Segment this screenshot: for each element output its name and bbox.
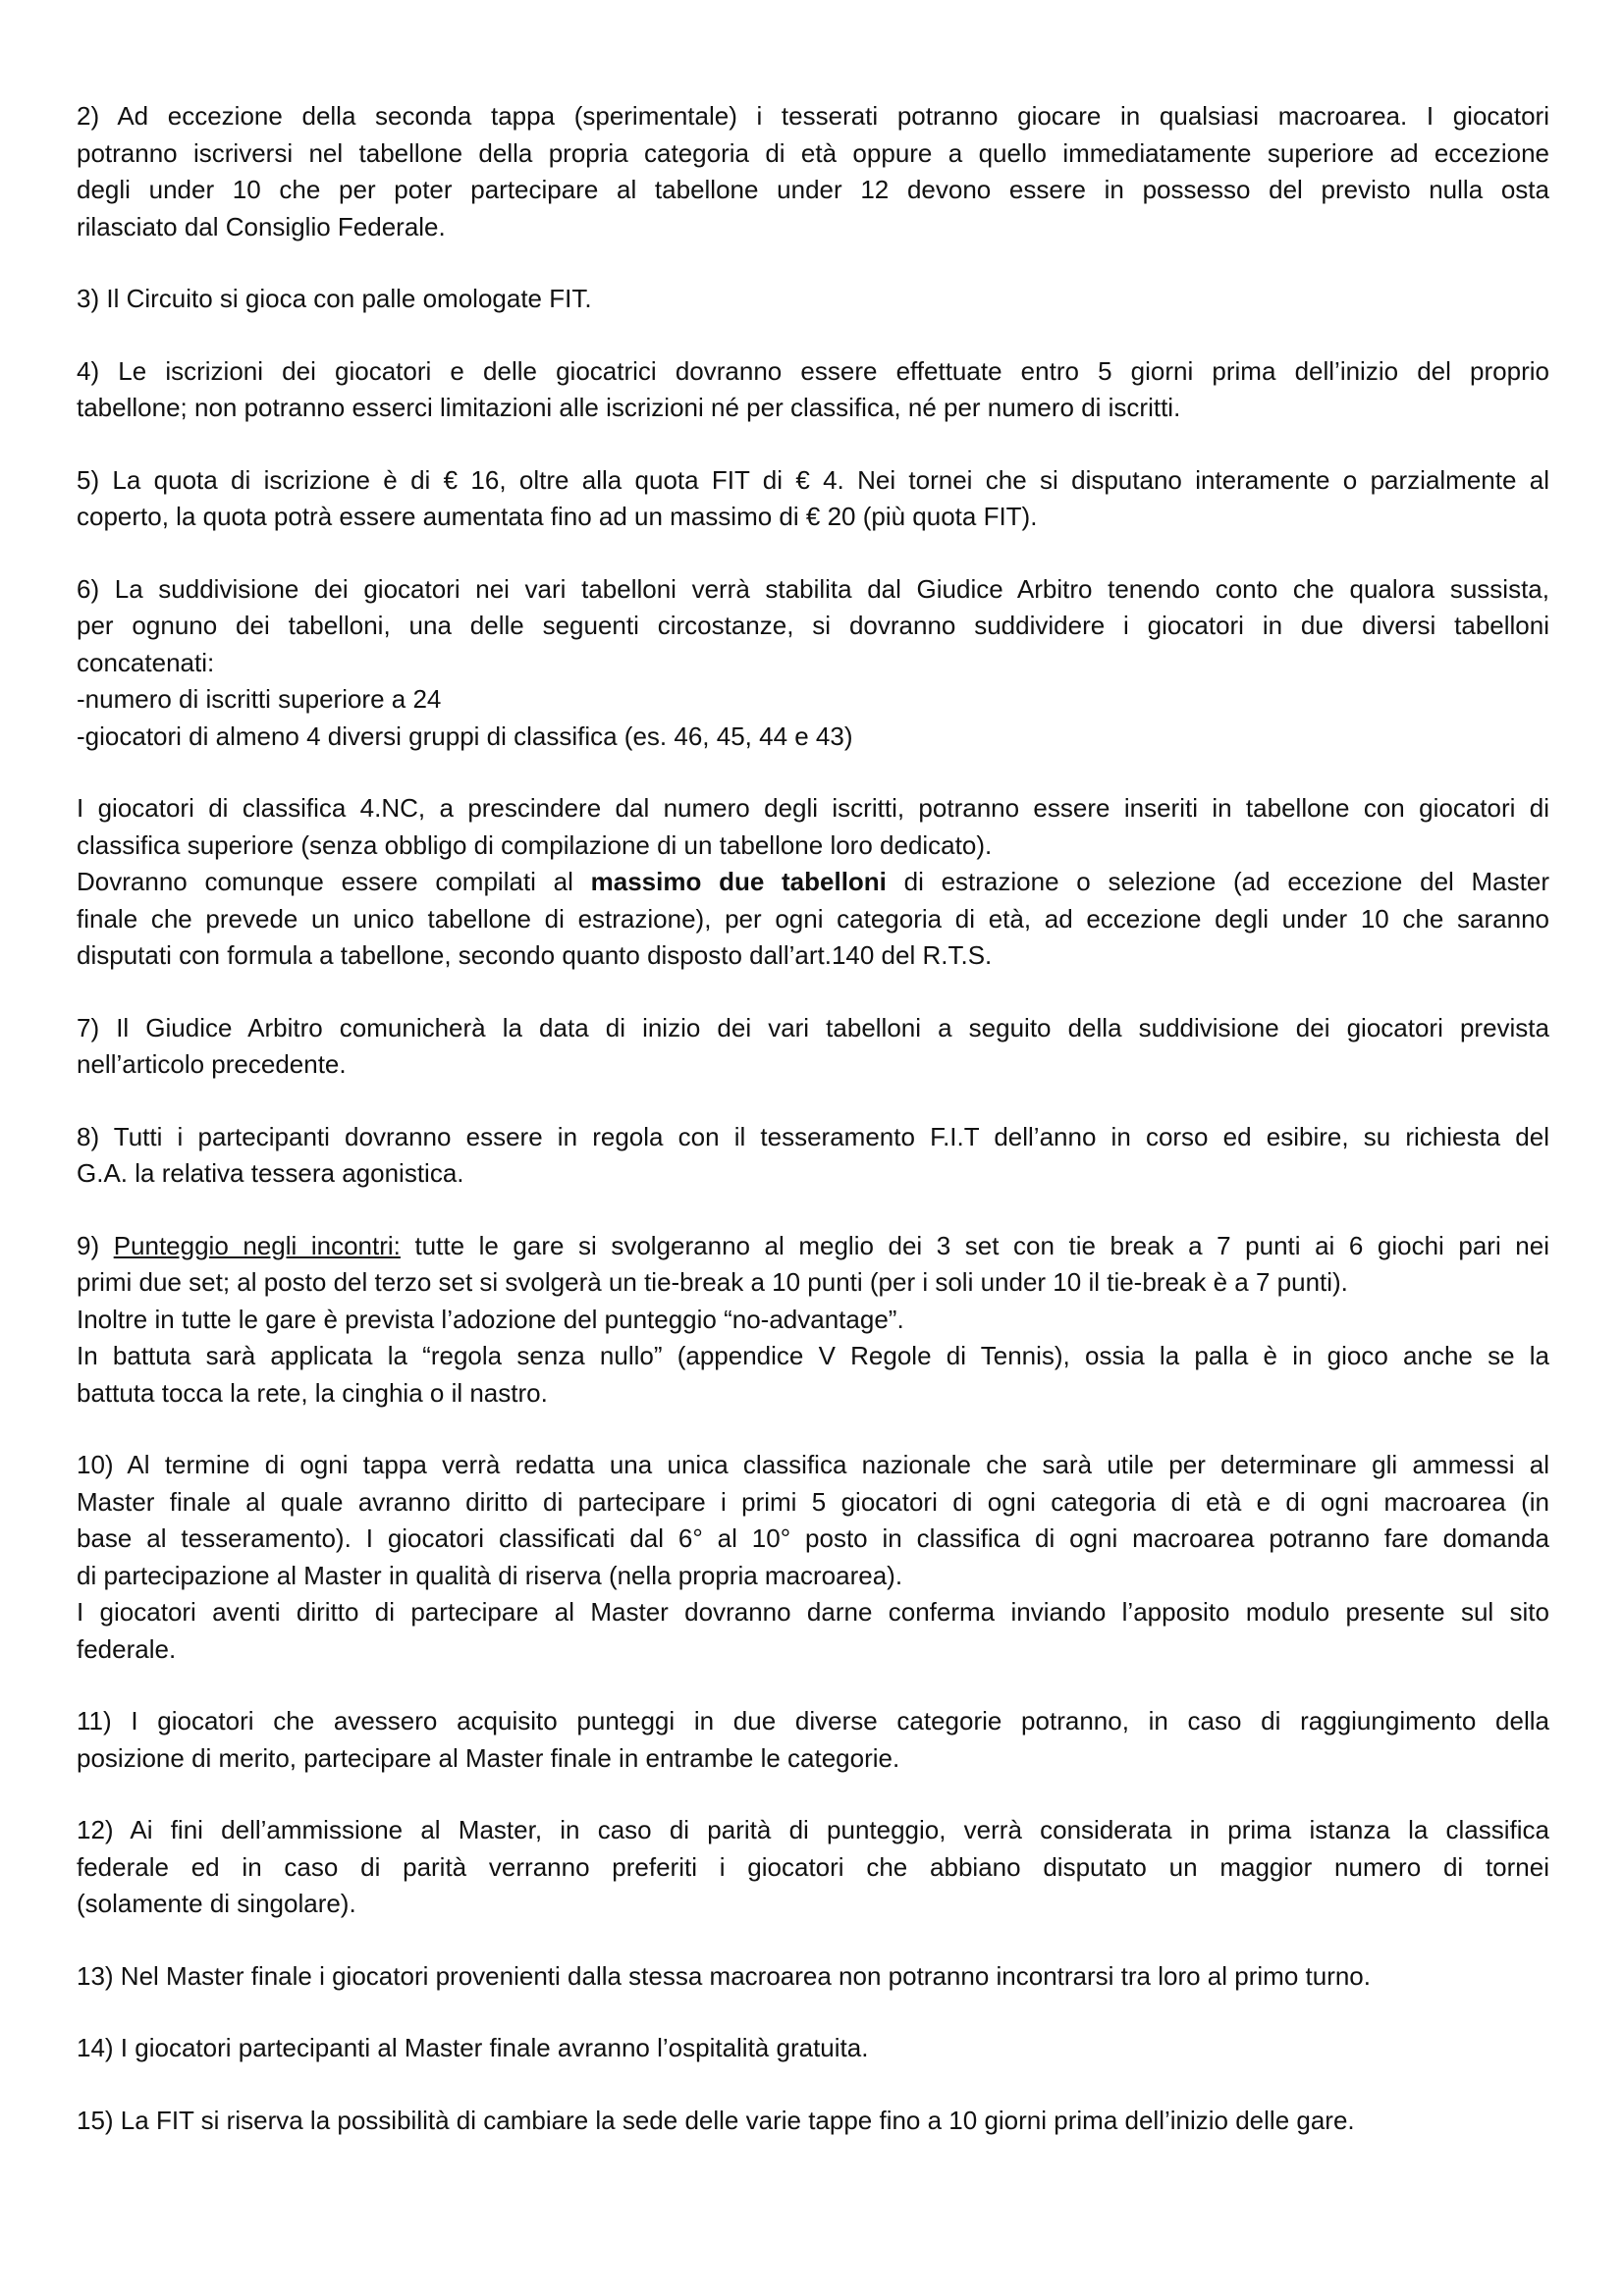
text-line: 12) Ai fini dell’ammissione al Master, in caso di parità di punteggio, verrà considerata in prima istanza la classifica: [77, 1815, 1549, 1844]
text-line: 15) La FIT si riserva la possibilità di cambiare la sede delle varie tappe fino a 10 giorni prima dell’inizio delle gare.: [77, 2105, 1355, 2135]
text-line: [77, 864, 1549, 901]
text-line: 8) Tutti i partecipanti dovranno essere in regola con il tesseramento F.I.T dell’anno in corso ed esibire, su richiesta del: [77, 1121, 1549, 1151]
text-line: 14) I giocatori partecipanti al Master finale avranno l’ospitalità gratuita.: [77, 2033, 869, 2062]
text-line: battuta tocca la rete, la cinghia o il nastro.: [77, 1377, 548, 1408]
text-line: 11) I giocatori che avessero acquisito punteggi in due diverse categorie potranno, in caso di raggiungimento della: [77, 1706, 1549, 1735]
text-line: nell’articolo precedente.: [77, 1049, 347, 1079]
text-line: per ognuno dei tabelloni, una delle seguenti circostanze, si dovranno suddividere i giocatori in due diversi tabelloni: [77, 611, 1549, 640]
bold-emphasis: massimo due tabelloni: [590, 867, 887, 896]
text-line: 10) Al termine di ogni tappa verrà redatta una unica classifica nazionale che sarà utile per determinare gli ammessi al: [77, 1450, 1549, 1479]
article-13: [77, 1958, 1549, 1996]
article-11: [77, 1703, 1549, 1777]
text-line: tabellone; non potranno esserci limitazioni alle iscrizioni né per classifica, né per numero di iscritti.: [77, 393, 1181, 422]
article-15: [77, 2103, 1549, 2140]
text-line: In battuta sarà applicata la “regola senza nullo” (appendice V Regole di Tennis), ossia la palla è in gioco anche se la: [77, 1341, 1549, 1370]
text-line: concatenati:: [77, 647, 215, 677]
text-line: base al tesseramento). I giocatori classificati dal 6° al 10° posto in classifica di ogni macroarea potranno fare domanda: [77, 1523, 1549, 1553]
text-line: I giocatori aventi diritto di partecipare al Master dovranno darne conferma inviando l’apposito modulo presente sul sito: [77, 1597, 1549, 1627]
text-line: classifica superiore (senza obbligo di compilazione di un tabellone loro dedicato).: [77, 829, 993, 860]
article-6-continued: [77, 790, 1549, 975]
article-14: [77, 2030, 1549, 2067]
article-9: [77, 1228, 1549, 1413]
text-line: federale.: [77, 1633, 177, 1664]
article-5: [77, 462, 1549, 536]
text-line: 6) La suddivisione dei giocatori nei vari tabelloni verrà stabilita dal Giudice Arbitro tenendo conto che qualora sussista,: [77, 573, 1549, 604]
text-line: potranno iscriversi nel tabellone della propria categoria di età oppure a quello immediatamente superiore ad eccezione: [77, 137, 1549, 168]
text-line: -numero di iscritti superiore a 24: [77, 684, 442, 714]
underlined-heading: Punteggio negli incontri:: [113, 1230, 401, 1260]
text-line: rilasciato dal Consiglio Federale.: [77, 211, 446, 241]
text-run: 9): [77, 1230, 114, 1260]
text-line: -giocatori di almeno 4 diversi gruppi di classifica (es. 46, 45, 44 e 43): [77, 721, 853, 751]
article-8: [77, 1119, 1549, 1193]
text-line: 4) Le iscrizioni dei giocatori e delle giocatrici dovranno essere effettuate entro 5 giorni prima dell’inizio del proprio: [77, 355, 1549, 386]
article-12: [77, 1812, 1549, 1923]
text-line: 3) Il Circuito si gioca con palle omologate FIT.: [77, 284, 592, 313]
text-line: I giocatori di classifica 4.NC, a prescindere dal numero degli iscritti, potranno essere inseriti in tabellone con giocatori di: [77, 793, 1549, 823]
text-line: 13) Nel Master finale i giocatori provenienti dalla stessa macroarea non potranno incontrarsi tra loro al primo turno.: [77, 1960, 1371, 1991]
article-4: [77, 353, 1549, 427]
text-line: degli under 10 che per poter partecipare al tabellone under 12 devono essere in possesso del previsto nulla osta: [77, 175, 1549, 204]
text-line: posizione di merito, partecipare al Master finale in entrambe le categorie.: [77, 1742, 900, 1773]
text-line: coperto, la quota potrà essere aumentata fino ad un massimo di € 20 (più quota FIT).: [77, 502, 1038, 531]
text-line: 2) Ad eccezione della seconda tappa (sperimentale) i tesserati potranno giocare in qualsiasi macroarea. I giocatori: [77, 101, 1549, 131]
article-10: [77, 1447, 1549, 1668]
text-line: di partecipazione al Master in qualità di riserva (nella propria macroarea).: [77, 1560, 903, 1590]
text-run: tutte le gare si svolgeranno al meglio dei 3 set con tie break a 7 punti ai 6 giochi pari nei: [400, 1230, 1550, 1260]
text-line: federale ed in caso di parità verranno preferiti i giocatori che abbiano disputato un maggior numero di tornei: [77, 1851, 1549, 1882]
text-line: Master finale al quale avranno diritto di partecipare i primi 5 giocatori di ogni categoria di età e di ogni macroarea (in: [77, 1486, 1549, 1517]
text-line: disputati con formula a tabellone, secondo quanto disposto dall’art.140 del R.T.S.: [77, 940, 993, 970]
text-line: G.A. la relativa tessera agonistica.: [77, 1158, 464, 1188]
text-run: Dovranno comunque essere compilati al: [77, 867, 591, 896]
text-line: primi due set; al posto del terzo set si svolgerà un tie-break a 10 punti (per i soli under 10 il tie-break è a 7 punti).: [77, 1267, 1348, 1297]
text-line: (solamente di singolare).: [77, 1889, 356, 1918]
text-line: [77, 1228, 1549, 1265]
text-line: Inoltre in tutte le gare è prevista l’adozione del punteggio “no-advantage”.: [77, 1304, 904, 1334]
article-2: [77, 98, 1549, 245]
text-line: finale che prevede un unico tabellone di estrazione), per ogni categoria di età, ad eccezione degli under 10 che saranno: [77, 903, 1549, 934]
text-line: 7) Il Giudice Arbitro comunicherà la data di inizio dei vari tabelloni a seguito della suddivisione dei giocatori prevista: [77, 1012, 1549, 1042]
text-line: 5) La quota di iscrizione è di € 16, oltre alla quota FIT di € 4. Nei tornei che si disputano interamente o parzialmente al: [77, 464, 1549, 495]
article-7: [77, 1010, 1549, 1084]
document-page: [77, 98, 1549, 2174]
text-run: di estrazione o selezione (ad eccezione del Master: [886, 867, 1549, 896]
article-6: [77, 571, 1549, 756]
article-3: [77, 281, 1549, 318]
